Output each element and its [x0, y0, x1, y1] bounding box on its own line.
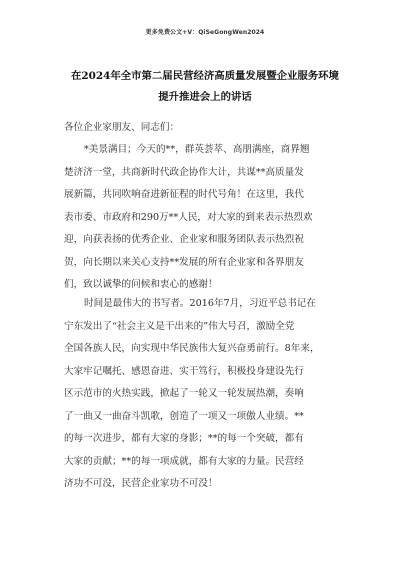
text-line: 时间是最伟大的书写者。2016年7月，习近平总书记在 — [84, 298, 316, 309]
text-line: 宁东发出了“社会主义是干出来的”伟大号召，激励全党 — [64, 320, 295, 332]
text-line: 楚济济一堂，共商新时代政企协作大计，共谋**高质量发 — [64, 166, 304, 178]
text-line: 大家牢记嘱托、感恩奋进、实干笃行，积极投身建设先行 — [64, 365, 304, 377]
text-line: 大家的贡献；**的每一项成就，都有大家的力量。民营经 — [64, 455, 304, 467]
salutation: 各位企业家朋友、同志们： — [64, 122, 180, 133]
paragraph-2 — [64, 293, 354, 496]
text-line: 了一曲又一曲奋斗凯歌，创造了一项又一项傲人业绩。** — [64, 410, 304, 422]
text-line: 的每一次进步，都有大家的身影；**的每一个突破，都有 — [64, 433, 304, 444]
text-line: *美景满目；今天的**，群英荟萃、高朋满座，商界翘 — [84, 144, 310, 155]
text-line: 区示范市的火热实践，掀起了一轮又一轮发展热潮，奏响 — [64, 388, 304, 399]
paragraph-1 — [64, 139, 354, 297]
document-title — [40, 66, 370, 108]
text-line: 们，致以诚挚的问候和衷心的感谢！ — [64, 279, 218, 290]
text-line: 表市委、市政府和290万**人民，对大家的到来表示热烈欢 — [64, 211, 313, 223]
text-line: 展新篇，共同吹响奋进新征程的时代号角！在这里，我代 — [64, 189, 304, 200]
text-line: 贺，向长期以来关心支持**发展的所有企业家和各界朋友 — [64, 256, 304, 268]
title-line: 在2024年全市第二届民营经济高质量发展暨企业服务环境 — [71, 70, 339, 82]
text-line: 济功不可没，民营企业家功不可没！ — [64, 478, 218, 489]
title-line: 提升推进会上的讲话 — [158, 91, 252, 103]
header-note: 更多免费公文+V：QiSeGongWen2024 — [145, 29, 265, 36]
text-line: 全国各族人民，向实现中华民族伟大复兴奋勇前行。8年来， — [64, 343, 320, 354]
text-line: 迎，向获表扬的优秀企业、企业家和服务团队表示热烈祝 — [64, 234, 304, 245]
